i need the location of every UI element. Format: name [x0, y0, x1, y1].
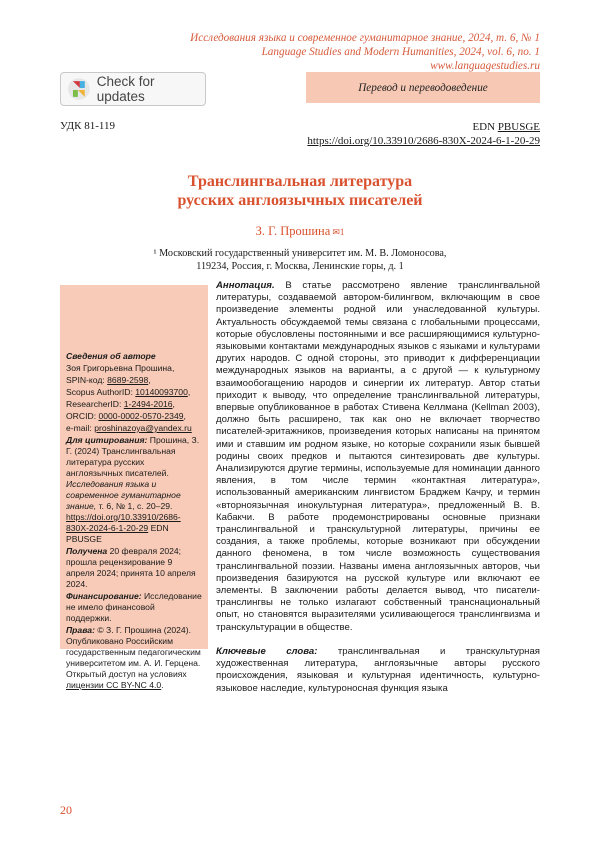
- orcid-label: ORCID:: [66, 411, 99, 421]
- citation-doi-link[interactable]: https://doi.org/10.33910/2686-830X-2024-6-1-20-29: [66, 512, 181, 533]
- edn-prefix: EDN: [472, 121, 498, 133]
- check-for-updates-button[interactable]: [60, 72, 206, 106]
- orcid-link[interactable]: 0000-0002-0570-2349: [98, 411, 184, 421]
- article-title-line2: русских англоязычных писателей: [177, 192, 423, 209]
- affiliation: [60, 247, 540, 273]
- keywords: [216, 646, 540, 695]
- spin-line: SPIN-код: 8689-2598,: [66, 375, 151, 385]
- crossmark-icon: [67, 77, 91, 101]
- author-info-sidebar: [60, 285, 208, 690]
- abstract: [216, 280, 540, 634]
- author-name: З. Г. Прошина: [255, 224, 331, 238]
- section-banner: [306, 72, 540, 103]
- citation-text: Прошина, З. Г. (2024) Транслингвальная литература русских англоязычных писателей.: [66, 435, 200, 478]
- rights-text: © З. Г. Прошина (2024). Опубликовано Российским государственным педагогическим университетом им. А. И. Герцена. Открытый доступ на условиях: [66, 625, 201, 679]
- doi-link[interactable]: https://doi.org/10.33910/2686-830X-2024-6-1-20-29: [307, 135, 540, 147]
- udk-code: УДК 81-119: [60, 120, 116, 132]
- email-line: [66, 423, 202, 434]
- funding-label: Финансирование:: [66, 591, 142, 601]
- abstract-column: [216, 280, 540, 695]
- journal-title-en: Language Studies and Modern Humanities, 2024, vol. 6, no. 1: [261, 46, 540, 58]
- affiliation-line2: 119234, Россия, г. Москва, Ленинские горы, д. 1: [196, 261, 404, 272]
- journal-website[interactable]: www.languagestudies.ru: [430, 60, 540, 72]
- license-link[interactable]: лицензии CC BY-NC 4.0: [66, 680, 162, 690]
- rights-end: .: [161, 680, 164, 690]
- citation-journal: Исследования языка и современное гуманитарное знание,: [66, 479, 181, 511]
- citation-block: [66, 435, 202, 545]
- received-text: 20 февраля 2024; прошла рецензирование 9 апреля 2024; принята 10 апреля 2024.: [66, 546, 196, 589]
- envelope-icon[interactable]: ✉1: [332, 227, 345, 237]
- edn-code-link[interactable]: PBUSGE: [497, 121, 540, 133]
- rights-label: Права:: [66, 625, 95, 635]
- researcher-label: ResearcherID:: [66, 399, 124, 409]
- spin-link[interactable]: 8689-2598: [107, 375, 149, 385]
- citation-edn: EDN PBUSGE: [66, 523, 169, 544]
- spin-label: SPIN-код:: [66, 375, 108, 385]
- scopus-link[interactable]: 10140093700: [135, 387, 188, 397]
- researcher-line: ResearcherID: 1-2494-2016,: [66, 399, 175, 409]
- section-label: Перевод и переводоведение: [358, 81, 488, 94]
- funding-block: [66, 591, 202, 624]
- about-author-label: Сведения об авторе: [66, 351, 156, 361]
- received-block: [66, 546, 202, 590]
- scopus-label: Scopus AuthorID:: [66, 387, 136, 397]
- citation-tail: т. 6, № 1, с. 20–29.: [96, 501, 173, 511]
- abstract-text: В статье рассмотрено явление транслингвальной литературы, создаваемой автором-билингвом, включающим в свое произведение элементы родной или унаследованной культуры. Актуальность обсуждаемой темы связана с глобальными процессами, которые обусловлены постоянными и все расширяющимися культурно-языковыми контактами международных языков с языками и культурами других народов. С одной стороны, это приводит к дифференциации международных языков на варианты, а с другой — к культурному взаимообогащению народов и синергии их литератур. Автор статьи приходит к выводу, что определение транслингвальной литературы, впервые опубликованное в работах Стивена Келлмана (Kellman 2003), должно быть расширено, так как оно не включает творчество писателей-эритажников, произведения которых написаны на принятом ими и ставшим им родном языке, но которые сохранили язык бывшей родины своих предков и пытаются синтезировать две культуры. Анализируются другие термины, используемые для номинации данного явления, в том числе термин «контактная литература», использованный американским лингвистом Браджем Качру, и термин «вторноязычная инокультурная литература», предложенный В. В. Кабакчи. В работе продемонстрированы основные признаки транслингвальной и транскультурной литературы, причины ее создания, а также проблемы, которые возникают при обсуждении данного феномена, в том числе возможность существования транслингвальной поэзии. Названы имена англоязычных авторов, чьи произведения базируются на русской культуре или включают ее элементы. В заключении работы делается вывод, что писатели-транслингвы не только излагают собственный транснациональный опыт, но становятся выразителями усиливающегося транслингвизма и транскультурации в обществе.: [216, 280, 540, 633]
- citation-label: Для цитирования:: [66, 435, 148, 445]
- orcid-line: ORCID: 0000-0002-0570-2349,: [66, 411, 186, 421]
- edn-doi-block: [307, 120, 540, 148]
- email-label: e-mail:: [66, 423, 95, 433]
- article-title-line1: Транслингвальная литература: [187, 173, 413, 190]
- page-number: 20: [60, 803, 72, 817]
- author-full-name: Зоя Григорьевна Прошина,: [66, 363, 175, 373]
- edn-line: [307, 120, 540, 134]
- check-for-updates-label: Check for updates: [96, 74, 155, 104]
- researcher-link[interactable]: 1-2494-2016: [123, 399, 173, 409]
- received-label: Получена: [66, 546, 108, 556]
- email-link[interactable]: proshinazoya@yandex.ru: [94, 423, 192, 433]
- journal-title-ru: Исследования языка и современное гуманитарное знание, 2024, т. 6, № 1: [190, 32, 540, 44]
- journal-header: [190, 31, 540, 73]
- keywords-text: транслингвальная и транскультурная художественная литература, англоязычные авторы русского происхождения, языковая и культурная идентичность, культурно-языковое наследие, культуроносная функция языка: [216, 645, 540, 694]
- scopus-line: Scopus AuthorID: 10140093700,: [66, 387, 191, 397]
- affiliation-line1: ¹ Московский государственный университет им. М. В. Ломоносова,: [153, 248, 447, 259]
- rights-block: [66, 625, 202, 691]
- article-title: [60, 172, 540, 210]
- funding-text: Исследование не имело финансовой поддержки.: [66, 591, 202, 623]
- abstract-label: Аннотация.: [216, 280, 275, 291]
- author-line: [60, 224, 540, 239]
- keywords-label: Ключевые слова:: [216, 645, 318, 657]
